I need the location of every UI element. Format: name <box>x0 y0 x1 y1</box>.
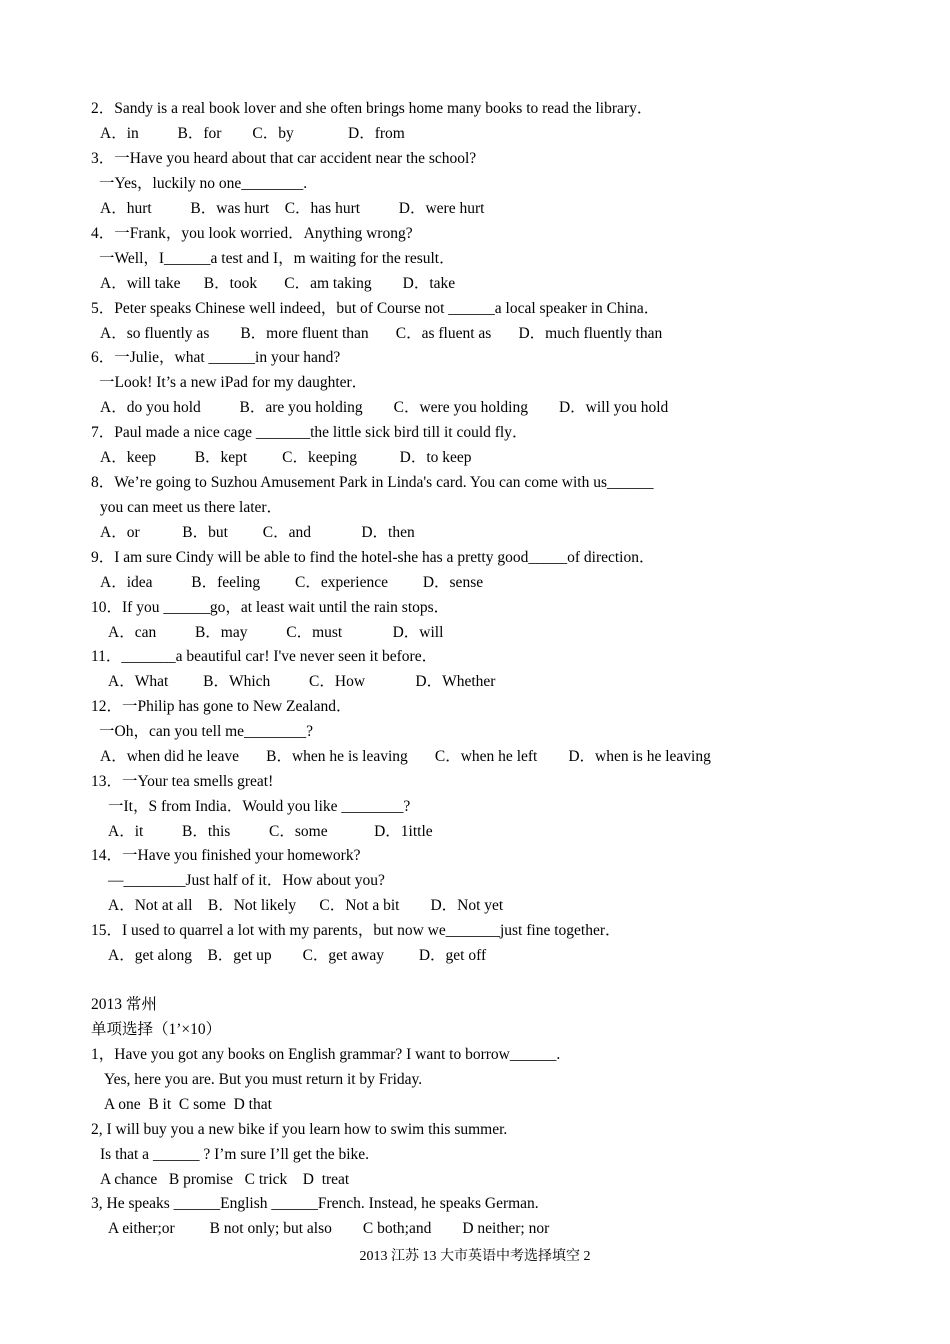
question-6-response: 一Look! It’s a new iPad for my daughter． <box>99 374 368 391</box>
question-13-options: A．it B．this C．some D．1ittle <box>108 823 433 840</box>
question-3-stem: 3．一Have you heard about that car accident near the school? <box>91 150 477 167</box>
question-10-options: A．can B．may C．must D．will <box>108 624 444 641</box>
question-10-stem: 10．If you ______go，at least wait until the rain stops． <box>91 599 450 616</box>
question-9-options: A．idea B．feeling C．experience D．sense <box>100 574 484 591</box>
question-8-options: A．or B．but C．and D．then <box>100 524 415 541</box>
question-14-stem: 14．一Have you finished your homework? <box>91 847 361 864</box>
cz-question-1-options: A one B it C some D that <box>104 1096 272 1113</box>
question-4-response: 一Well，I______a test and I，m waiting for the result． <box>99 250 455 267</box>
question-4-options: A．will take B．took C．am taking D．take <box>100 275 456 292</box>
cz-question-2-stem: 2, I will buy you a new bike if you learn how to swim this summer. <box>91 1121 508 1138</box>
question-12-response: 一Oh，can you tell me________? <box>99 723 313 740</box>
question-4-stem: 4．一Frank，you look worried．Anything wrong? <box>91 225 413 242</box>
question-13-response: 一It，S from India．Would you like ________? <box>108 798 411 815</box>
question-15-stem: 15．I used to quarrel a lot with my parents，but now we_______just fine together． <box>91 922 621 939</box>
question-2-options: A．in B．for C．by D．from <box>100 125 405 142</box>
question-3-options: A．hurt B．was hurt C．has hurt D．were hurt <box>100 200 485 217</box>
cz-question-1-response: Yes, here you are. But you must return it by Friday. <box>104 1071 423 1088</box>
cz-question-1-stem: 1，Have you got any books on English grammar? I want to borrow______. <box>91 1046 561 1063</box>
question-11-stem: 11．_______a beautiful car! I've never seen it before． <box>91 648 438 665</box>
question-8-stem-continued: you can meet us there later． <box>100 499 283 516</box>
question-7-options: A．keep B．kept C．keeping D．to keep <box>100 449 472 466</box>
question-9-stem: 9．I am sure Cindy will be able to find the hotel-she has a pretty good_____of direction． <box>91 549 655 566</box>
question-7-stem: 7．Paul made a nice cage _______the little sick bird till it could fly． <box>91 424 528 441</box>
question-12-stem: 12．一Philip has gone to New Zealand． <box>91 698 352 715</box>
question-2-stem: 2．Sandy is a real book lover and she often brings home many books to read the library． <box>91 100 653 117</box>
question-15-options: A．get along B．get up C．get away D．get off <box>108 947 487 964</box>
question-14-options: A．Not at all B．Not likely C．Not a bit D．Not yet <box>108 897 504 914</box>
question-3-response: 一Yes，luckily no one________. <box>99 175 308 192</box>
question-5-stem: 5．Peter speaks Chinese well indeed，but of Course not ______a local speaker in China． <box>91 300 660 317</box>
cz-question-2-response: Is that a ______ ? I’m sure I’ll get the bike. <box>100 1146 370 1163</box>
cz-question-2-options: A chance B promise C trick D treat <box>100 1171 350 1188</box>
question-6-options: A．do you hold B．are you holding C．were you holding D．will you hold <box>100 399 669 416</box>
cz-question-3-options: A either;or B not only; but also C both;and D neither; nor <box>108 1220 550 1237</box>
question-11-options: A．What B．Which C．How D．Whether <box>108 673 496 690</box>
question-8-stem: 8．We’re going to Suzhou Amusement Park in Linda's card. You can come with us______ <box>91 474 654 491</box>
section-subheading: 单项选择（1’×10） <box>91 1021 222 1038</box>
section-heading-changzhou: 2013 常州 <box>91 996 157 1013</box>
cz-question-3-stem: 3, He speaks ______English ______French. Instead, he speaks German. <box>91 1195 539 1212</box>
question-6-stem: 6．一Julie，what ______in your hand? <box>91 349 341 366</box>
question-5-options: A．so fluently as B．more fluent than C．as fluent as D．much fluently than <box>100 325 663 342</box>
question-12-options: A．when did he leave B．when he is leaving C．when he left D．when is he leaving <box>100 748 711 765</box>
question-14-response: —________Just half of it．How about you? <box>108 872 385 889</box>
page-footer: 2013 江苏 13 大市英语中考选择填空 2 <box>359 1249 591 1264</box>
question-13-stem: 13．一Your tea smells great! <box>91 773 274 790</box>
